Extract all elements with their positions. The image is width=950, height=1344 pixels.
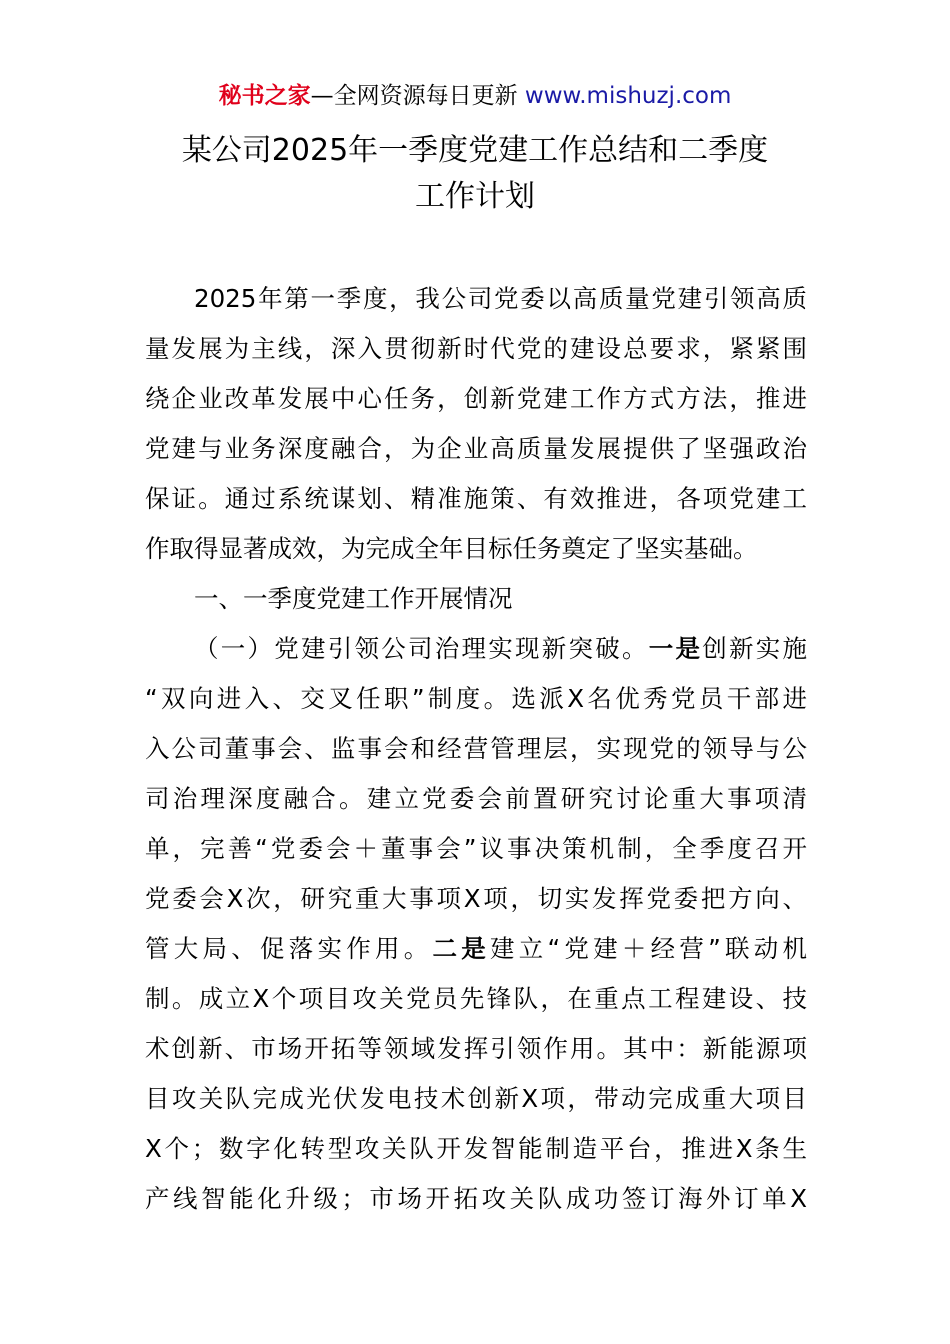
body-line: 术创新、市场开拓等领域发挥引领作用。其中：新能源项	[145, 1034, 807, 1063]
intro-line: 量发展为主线，深入贯彻新时代党的建设总要求，紧紧围	[145, 334, 807, 363]
body-line	[145, 924, 807, 974]
body-line: X个；数字化转型攻关队开发智能制造平台，推进X条生	[145, 1134, 807, 1163]
title-line-2: 工作计划	[415, 179, 535, 214]
body-line: 目攻关队完成光伏发电技术创新X项，带动完成重大项目	[145, 1084, 807, 1113]
sub-heading-continuation: 创新实施	[702, 634, 807, 663]
site-url-link[interactable]: www.mishuzj.com	[524, 83, 732, 109]
intro-line: 绕企业改革发展中心任务，创新党建工作方式方法，推进	[145, 384, 807, 413]
body-line: 单，完善“党委会＋董事会”议事决策机制，全季度召开	[145, 834, 807, 863]
body-line: 入公司董事会、监事会和经营管理层，实现党的领导与公	[145, 734, 807, 763]
document-body	[145, 274, 807, 1224]
document-title	[100, 128, 850, 220]
body-line: 产线智能化升级；市场开拓攻关队成功签订海外订单X	[145, 1184, 807, 1213]
body-text: 管大局、促落实作用。	[145, 934, 433, 963]
site-brand: 秘书之家	[218, 83, 311, 109]
intro-line: 保证。通过系统谋划、精准施策、有效推进，各项党建工	[145, 484, 807, 513]
title-line-1: 某公司2025年一季度党建工作总结和二季度	[181, 133, 769, 168]
intro-line: 2025年第一季度，我公司党委以高质量党建引领高质	[194, 284, 807, 313]
site-tagline: —全网资源每日更新	[310, 83, 525, 109]
body-line: 党委会X次，研究重大事项X项，切实发挥党委把方向、	[145, 884, 807, 913]
intro-line: 党建与业务深度融合，为企业高质量发展提供了坚强政治	[145, 434, 807, 463]
body-line: 司治理深度融合。建立党委会前置研究讨论重大事项清	[145, 784, 807, 813]
point-one-label: 一是	[648, 634, 703, 663]
section-heading: 一、一季度党建工作开展情况	[194, 584, 513, 613]
point-two-label: 二是	[432, 934, 490, 963]
site-header	[0, 80, 950, 112]
body-line: 制。成立X个项目攻关党员先锋队，在重点工程建设、技	[145, 984, 807, 1013]
sub-heading-line	[145, 624, 807, 674]
body-line: “双向进入、交叉任职”制度。选派X名优秀党员干部进	[145, 684, 807, 713]
body-text: 建立“党建＋经营”联动机	[489, 934, 807, 963]
intro-line: 作取得显著成效，为完成全年目标任务奠定了坚实基础。	[145, 534, 758, 563]
sub-heading-text: （一）党建引领公司治理实现新突破。	[194, 634, 649, 663]
